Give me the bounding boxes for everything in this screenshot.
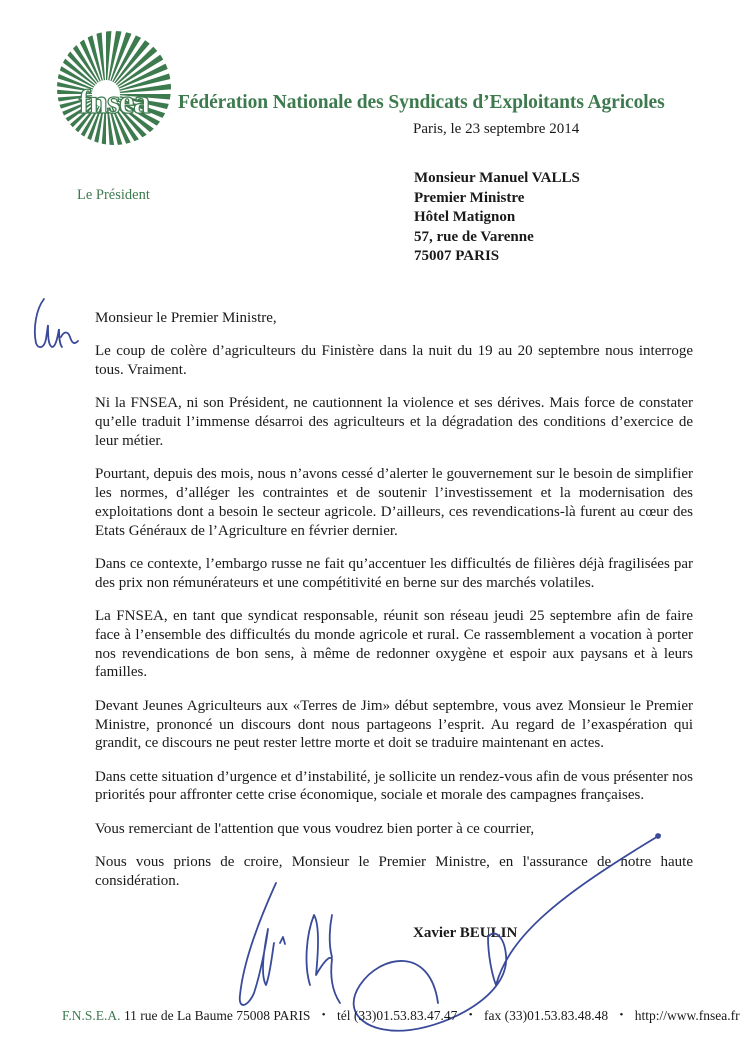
closing-thanks: Vous remerciant de l'attention que vous voudrez bien porter à ce courrier,: [95, 820, 535, 837]
handwritten-initials-icon: [30, 295, 90, 355]
signer-name: Xavier BEULIN: [413, 925, 518, 941]
recipient-title: Premier Ministre: [414, 189, 525, 206]
letter-body: [95, 309, 693, 905]
paragraph: Pourtant, depuis des mois, nous n’avons cessé d’alerter le gouvernement sur le besoin de simplifier les normes, d’alléger les contraintes et de soutenir l’investissement et la modernisation des exploitations dont a besoin le secteur agricole. D’ailleurs, ces revendications-là furent au cœur des Etats Généraux de l’Agriculture en février dernier.: [95, 466, 693, 539]
footer-address: 11 rue de La Baume 75008 PARIS: [123, 1008, 311, 1023]
paragraph: La FNSEA, en tant que syndicat responsable, réunit son réseau jeudi 25 septembre afin de faire face à l’ensemble des difficultés du monde agricole et rural. Ce rassemblement a vocation à porter nos revendications de bon sens, à même de redonner oxygène et espoir aux paysans et à leurs familles.: [95, 608, 693, 681]
recipient-address-block: [414, 169, 580, 267]
footer-website-link[interactable]: http://www.fnsea.fr: [634, 1008, 740, 1023]
letter-date: Paris, le 23 septembre 2014: [413, 121, 580, 137]
paragraph: Le coup de colère d’agriculteurs du Finistère dans la nuit du 19 au 20 septembre nous interroge tous. Vraiment.: [95, 343, 693, 379]
recipient-city: 75007 PARIS: [414, 248, 500, 264]
footer-separator: •: [468, 1009, 473, 1021]
sender-role: Le Président: [77, 187, 150, 203]
organization-name: Fédération Nationale des Syndicats d’Exploitants Agricoles: [178, 92, 665, 113]
footer-org: F.N.S.E.A.: [62, 1008, 121, 1023]
recipient-street: 57, rue de Varenne: [414, 228, 534, 245]
closing-formula: Nous vous prions de croire, Monsieur le Premier Ministre, en l'assurance de notre haute considération.: [95, 854, 693, 889]
fnsea-logo: [56, 30, 172, 146]
paragraph: Dans cette situation d’urgence et d’instabilité, je sollicite un rendez-vous afin de vous présenter nos priorités pour affronter cette crise économique, sociale et morale des campagnes françaises.: [95, 768, 693, 804]
paragraph: Devant Jeunes Agriculteurs aux «Terres de Jim» début septembre, vous avez Monsieur le Premier Ministre, prononcé un discours dont nous partageons l’esprit. Au regard de l’exaspération qui grandit, ce discours ne peut rester lettre morte et doit se traduire maintenant en actes.: [95, 697, 693, 752]
footer-separator: •: [619, 1009, 624, 1021]
footer-fax: fax (33)01.53.83.48.48: [484, 1008, 609, 1023]
footer-phone: tél (33)01.53.83.47.47: [337, 1008, 458, 1023]
footer-separator: •: [321, 1009, 326, 1021]
paragraph: Ni la FNSEA, ni son Président, ne cautionnent la violence et ses dérives. Mais force de constater qu’elle traduit l’immense désarroi des agriculteurs et la dégradation des conditions d’exercice de leur métier.: [95, 395, 693, 449]
paragraph: Dans ce contexte, l’embargo russe ne fait qu’accentuer les difficultés de filières déjà fragilisées par des prix non rémunérateurs et une compétitivité en berne sur des marchés volatiles.: [95, 555, 693, 591]
logo-text: fnsea: [78, 84, 150, 121]
letter-footer: [62, 1008, 740, 1024]
recipient-building: Hôtel Matignon: [414, 209, 516, 225]
salutation: Monsieur le Premier Ministre,: [95, 310, 277, 326]
recipient-name: Monsieur Manuel VALLS: [414, 170, 580, 186]
